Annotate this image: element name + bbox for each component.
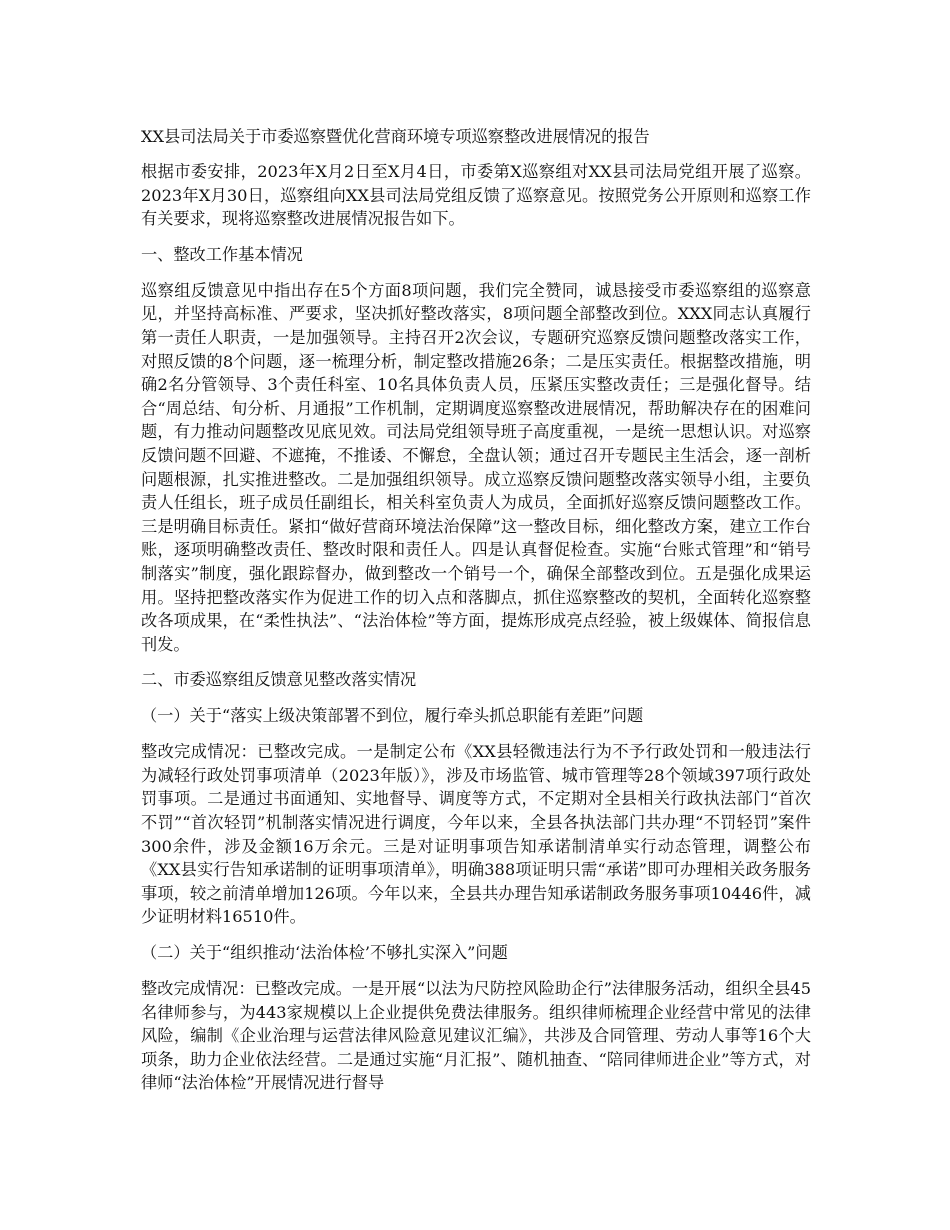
subsection-2-paragraph: 整改完成情况：已整改完成。一是开展“以法为尺防控风险助企行”法律服务活动，组织全县45名律师参与，为443家规模以上企业提供免费法律服务。组织律师梳理企业经营中常见的法律风险，编制《企业治理与运营法律风险意见建议汇编》，共涉及合同管理、劳动人事等16个大项条，助力企业依法经营。二是通过实施“月汇报”、随机抽查、“陪同律师进企业”等方式，对律师“法治体检”开展情况进行督导 xyxy=(141,979,811,1093)
section-1-paragraph: 巡察组反馈意见中指出存在5个方面8项问题，我们完全赞同，诚恳接受市委巡察组的巡察意见，并坚持高标准、严要求，坚决抓好整改落实，8项问题全部整改到位。XXX同志认真履行第一责任人职责，一是加强领导。主持召开2次会议，专题研究巡察反馈问题整改落实工作，对照反馈的8个问题，逐一梳理分析，制定整改措施26条；二是压实责任。根据整改措施，明确2名分管领导、3个责任科室、10名具体负责人员，压紧压实整改责任；三是强化督导。结合“周总结、旬分析、月通报”工作机制，定期调度巡察整改进展情况，帮助解决存在的困难问题，有力推动问题整改见底见效。司法局党组领导班子高度重视，一是统一思想认识。对巡察反馈问题不回避、不遮掩，不推诿、不懈怠，全盘认领；通过召开专题民主生活会，逐一剖析问题根源，扎实推进整改。二是加强组织领导。成立巡察反馈问题整改落实领导小组，主要负责人任组长，班子成员任副组长，相关科室负责人为成员，全面抓好巡察反馈问题整改工作。三是明确目标责任。紧扣“做好营商环境法治保障”这一整改目标，细化整改方案，建立工作台账，逐项明确整改责任、整改时限和责任人。四是认真督促检查。实施“台账式管理”和“销号制落实”制度，强化跟踪督办，做到整改一个销号一个，确保全部整改到位。五是强化成果运用。坚持把整改落实作为促进工作的切入点和落脚点，抓住巡察整改的契机，全面转化巡察整改各项成果，在“柔性执法”、“法治体检”等方面，提炼形成亮点经验，被上级媒体、简报信息刊发。 xyxy=(141,280,811,654)
subsection-1-paragraph: 整改完成情况：已整改完成。一是制定公布《XX县轻微违法行为不予行政处罚和一般违法行为减轻行政处罚事项清单（2023年版）》，涉及市场监管、城市管理等28个领域397项行政处罚事项。二是通过书面通知、实地督导、调度等方式，不定期对全县相关行政执法部门“首次不罚”“首次轻罚”机制落实情况进行调度，今年以来，全县各执法部门共办理“不罚轻罚”案件300余件，涉及金额16万余元。三是对证明事项告知承诺制清单实行动态管理，调整公布《XX县实行告知承诺制的证明事项清单》，明确388项证明只需“承诺”即可办理相关政务服务事项，较之前清单增加126项。今年以来，全县共办理告知承诺制政务服务事项10446件，减少证明材料16510件。 xyxy=(141,742,811,927)
section-2-heading: 二、市委巡察组反馈意见整改落实情况 xyxy=(141,670,417,690)
subsection-2-heading: （二）关于“组织推动‘法治体检’不够扎实深入”问题 xyxy=(141,943,508,963)
section-1-heading: 一、整改工作基本情况 xyxy=(141,244,303,264)
document-page xyxy=(141,124,811,1107)
subsection-1-heading: （一）关于“落实上级决策部署不到位，履行牵头抓总职能有差距”问题 xyxy=(141,706,644,726)
document-title: XX县司法局关于市委巡察暨优化营商环境专项巡察整改进展情况的报告 xyxy=(141,127,650,146)
intro-paragraph: 根据市委安排，2023年X月2日至X月4日，市委第X巡察组对XX县司法局党组开展了巡察。2023年X月30日，巡察组向XX县司法局党组反馈了巡察意见。按照党务公开原则和巡察工作有关要求，现将巡察整改进展情况报告如下。 xyxy=(141,162,811,229)
